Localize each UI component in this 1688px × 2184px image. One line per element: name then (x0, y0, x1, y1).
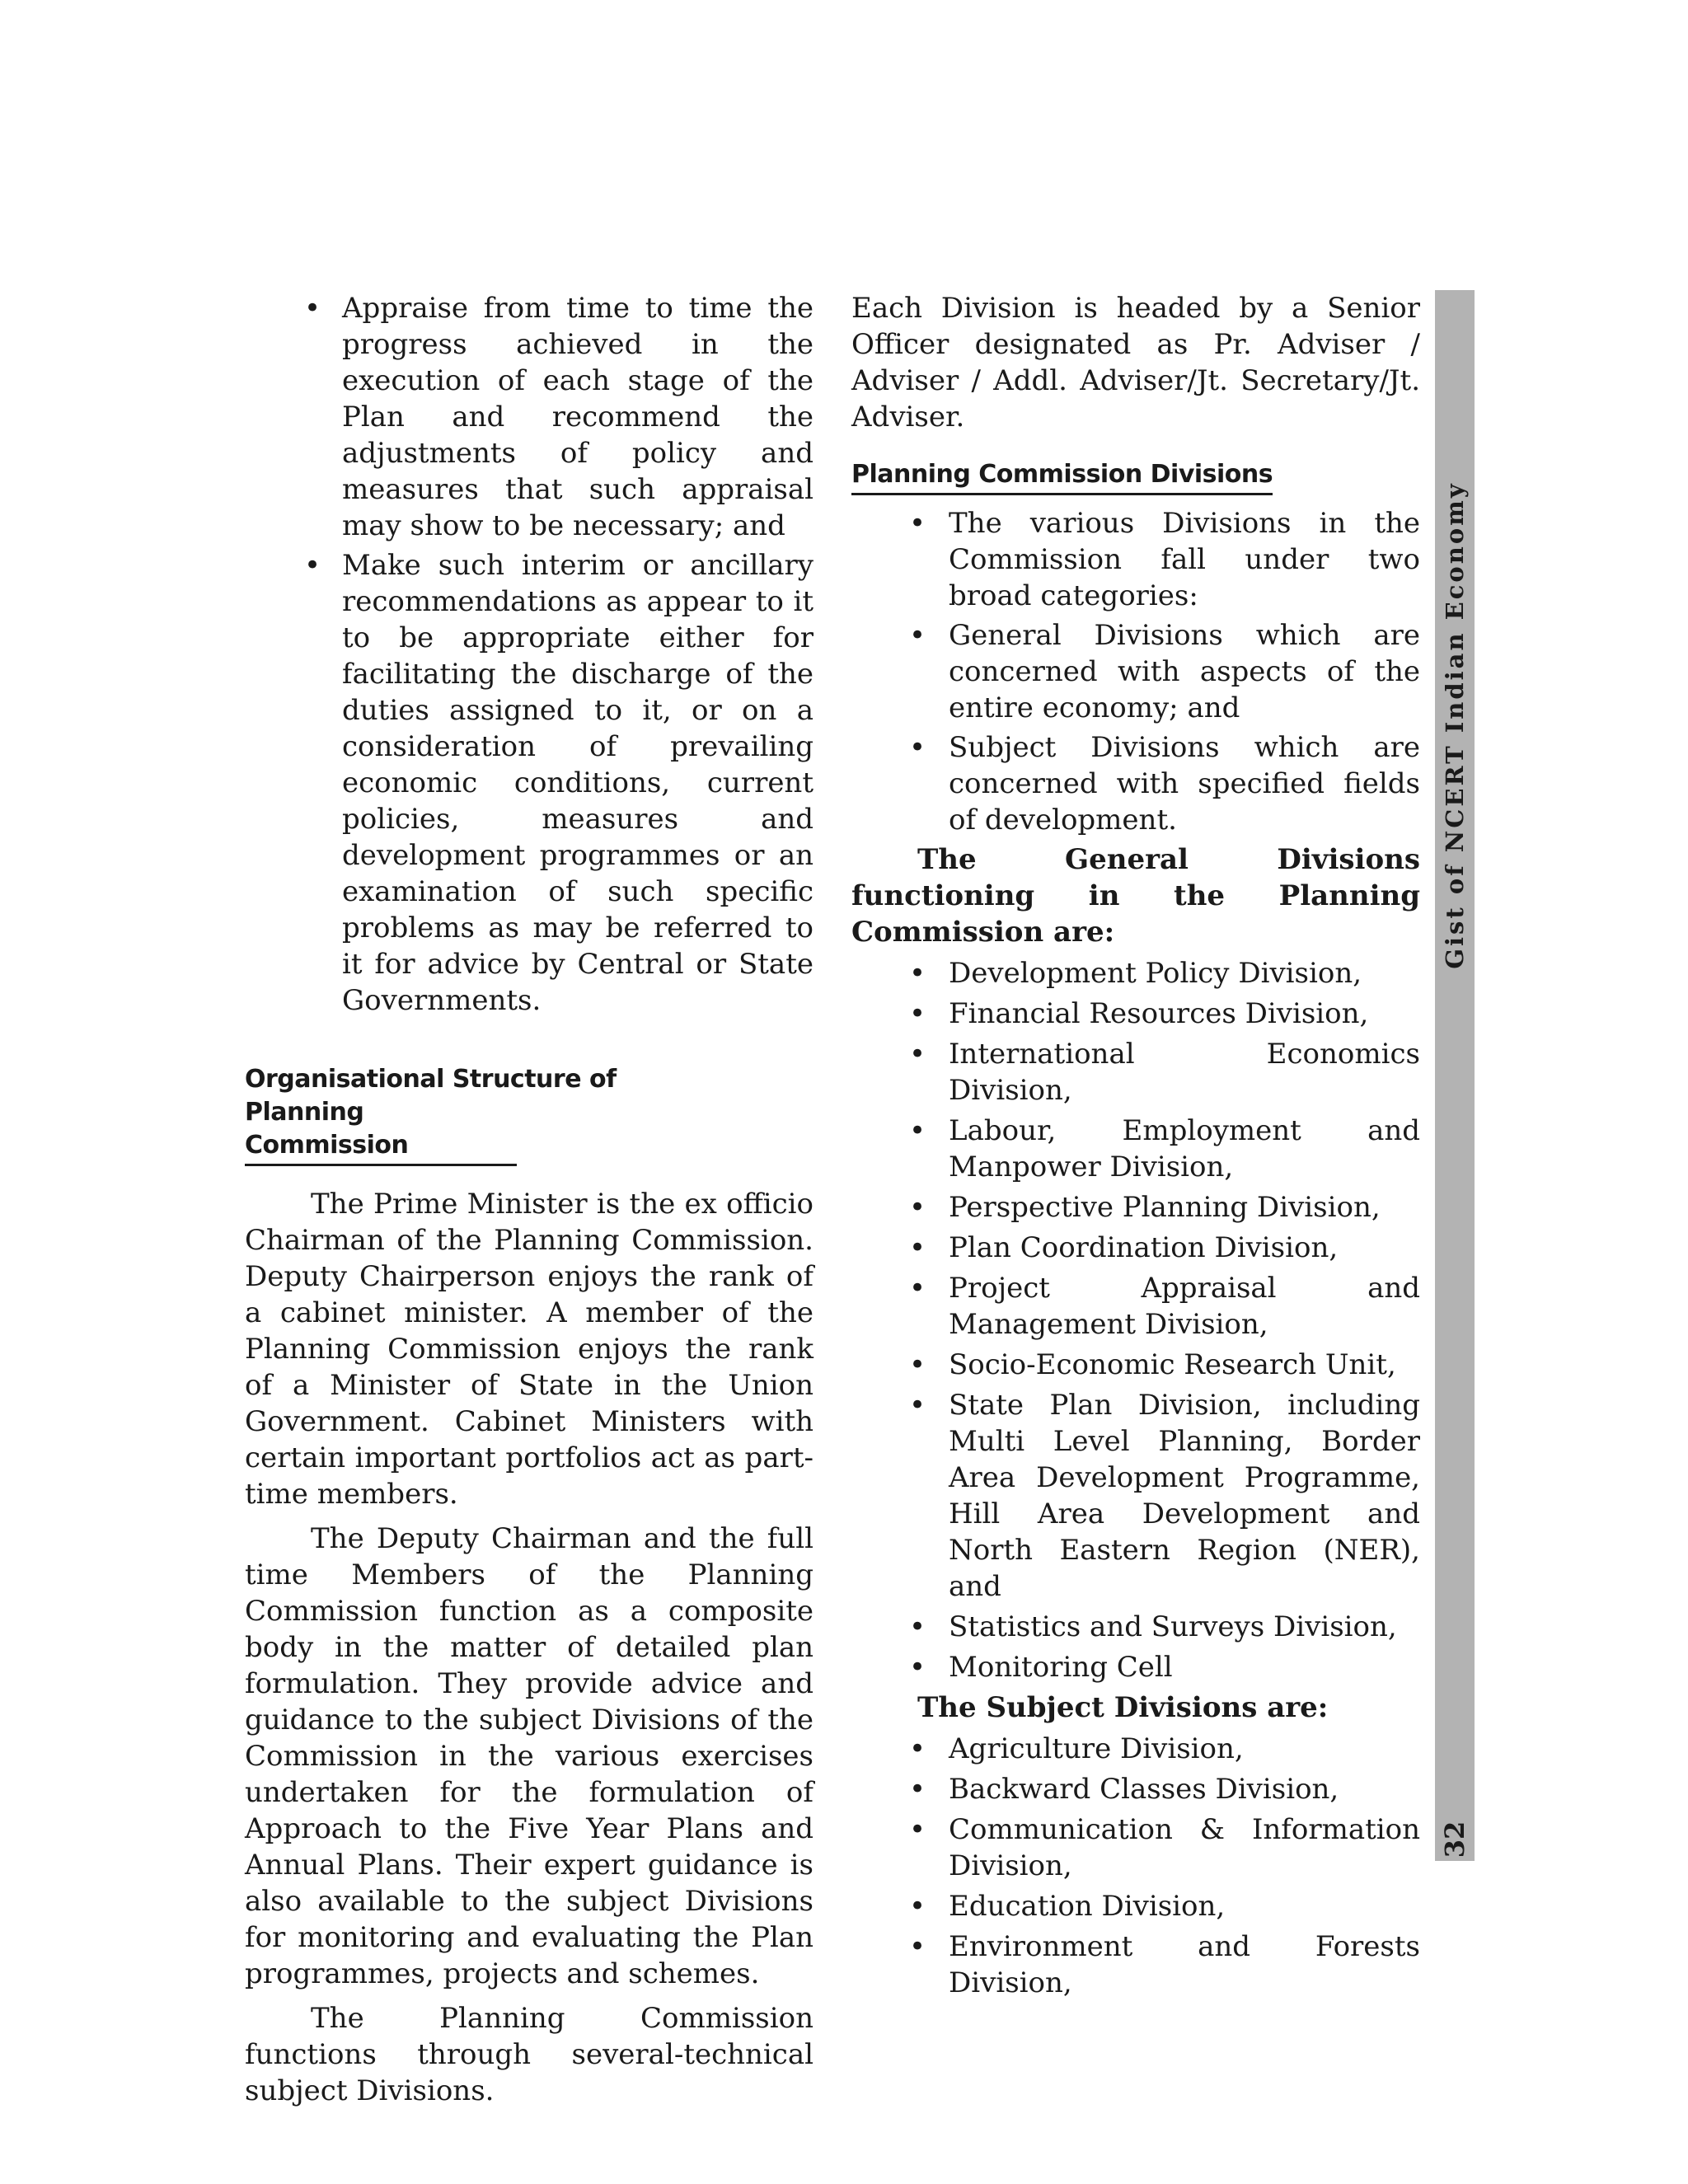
list-item: • General Divisions which are concerned with aspects of the entire economy; and (909, 619, 1420, 724)
general-divisions-heading: The General Divisions functioning in the Planning Commission are: (851, 843, 1420, 949)
left-column (245, 290, 814, 2109)
bullet-icon: • (909, 1732, 926, 1765)
bullet-icon: • (304, 292, 321, 325)
list-item: • Statistics and Surveys Division, (909, 1610, 1397, 1643)
list-item: • Project Appraisal and Management Division, (909, 1272, 1420, 1341)
bullet-icon: • (909, 1389, 926, 1422)
list-item: • Financial Resources Division, (909, 997, 1369, 1030)
list-item: • Environment and Forests Division, (909, 1930, 1420, 1999)
subject-divisions-list (851, 1731, 1420, 2001)
category-list (851, 505, 1420, 838)
list-item: • Socio-Economic Research Unit, (909, 1348, 1396, 1381)
general-divisions-list (851, 955, 1420, 1685)
section-heading-organisational-structure: Organisational Structure of Planning Commission (245, 1063, 814, 1166)
running-title: Gist of NCERT Indian Economy (1441, 481, 1469, 969)
paragraph: Each Division is headed by a Senior Officer designated as Pr. Adviser / Adviser / Addl. Adviser/Jt. Secretary/Jt. Adviser. (851, 292, 1420, 434)
paragraph: The Planning Commission functions through several-technical subject Divisions. (245, 2002, 814, 2107)
list-item: • Development Policy Division, (909, 957, 1362, 990)
bullet-icon: • (909, 1191, 926, 1224)
bullet-icon: • (909, 1651, 926, 1684)
bullet-icon: • (909, 731, 926, 764)
list-item: • Agriculture Division, (909, 1732, 1244, 1765)
list-item: • Subject Divisions which are concerned with specified fields of development. (909, 731, 1420, 837)
bullet-icon: • (909, 1610, 926, 1643)
list-item: • Perspective Planning Division, (909, 1191, 1381, 1224)
bullet-icon: • (909, 1348, 926, 1381)
list-item: • Make such interim or ancillary recommendations as appear to it to be appropriate either for facilitating the discharge of the duties assigned to it, or on a consideration of prevailing economic conditions, current policies, measures and development programmes or an examination of such specific problems as may be referred to it for advice by Central or State Governments. (304, 549, 814, 1017)
bullet-icon: • (909, 1890, 926, 1923)
bullet-icon: • (909, 1930, 926, 1963)
paragraph: The Deputy Chairman and the full time Members of the Planning Commission function as a composite body in the matter of detailed plan formulation. They provide advice and guidance to the subject Divisions of the Commission in the various exercises undertaken for the formulation of Approach to the Five Year Plans and Annual Plans. Their expert guidance is also available to the subject Divisions for monitoring and evaluating the Plan programmes, projects and schemes. (245, 1522, 814, 1990)
page-number: 32 (1439, 1821, 1470, 1858)
list-item: • Communication & Information Division, (909, 1813, 1420, 1882)
list-item: • Plan Coordination Division, (909, 1231, 1339, 1264)
bullet-icon: • (304, 549, 321, 582)
list-item: • The various Divisions in the Commission fall under two broad categories: (909, 507, 1420, 612)
list-item: • State Plan Division, including Multi Level Planning, Border Area Development Programme, Hill Area Development and North Eastern Region (NER), and (909, 1389, 1420, 1603)
section-heading-divisions: Planning Commission Divisions (851, 458, 1420, 495)
list-item: • Monitoring Cell (909, 1651, 1173, 1684)
bullet-icon: • (909, 1038, 926, 1071)
list-item: • Labour, Employment and Manpower Division, (909, 1114, 1420, 1183)
bullet-icon: • (909, 1813, 926, 1846)
bullet-icon: • (909, 997, 926, 1030)
right-column (851, 290, 1420, 2005)
bullet-icon: • (909, 957, 926, 990)
bullet-icon: • (909, 1272, 926, 1305)
paragraph: The Prime Minister is the ex officio Chairman of the Planning Commission. Deputy Chairperson enjoys the rank of a cabinet minister. A member of the Planning Commission enjoys the rank of a Minister of State in the Union Government. Cabinet Ministers with certain important portfolios act as part-time members. (245, 1188, 814, 1511)
list-item: • International Economics Division, (909, 1038, 1420, 1107)
objectives-list (245, 290, 814, 1019)
list-item: • Education Division, (909, 1890, 1226, 1923)
list-item: • Appraise from time to time the progress achieved in the execution of each stage of the Plan and recommend the adjustments of policy and measures that such appraisal may show to be necessary; and (304, 292, 814, 542)
bullet-icon: • (909, 1114, 926, 1147)
bullet-icon: • (909, 619, 926, 652)
bullet-icon: • (909, 507, 926, 540)
bullet-icon: • (909, 1773, 926, 1806)
bullet-icon: • (909, 1231, 926, 1264)
subject-divisions-heading: The Subject Divisions are: (917, 1691, 1329, 1724)
list-item: • Backward Classes Division, (909, 1773, 1339, 1806)
